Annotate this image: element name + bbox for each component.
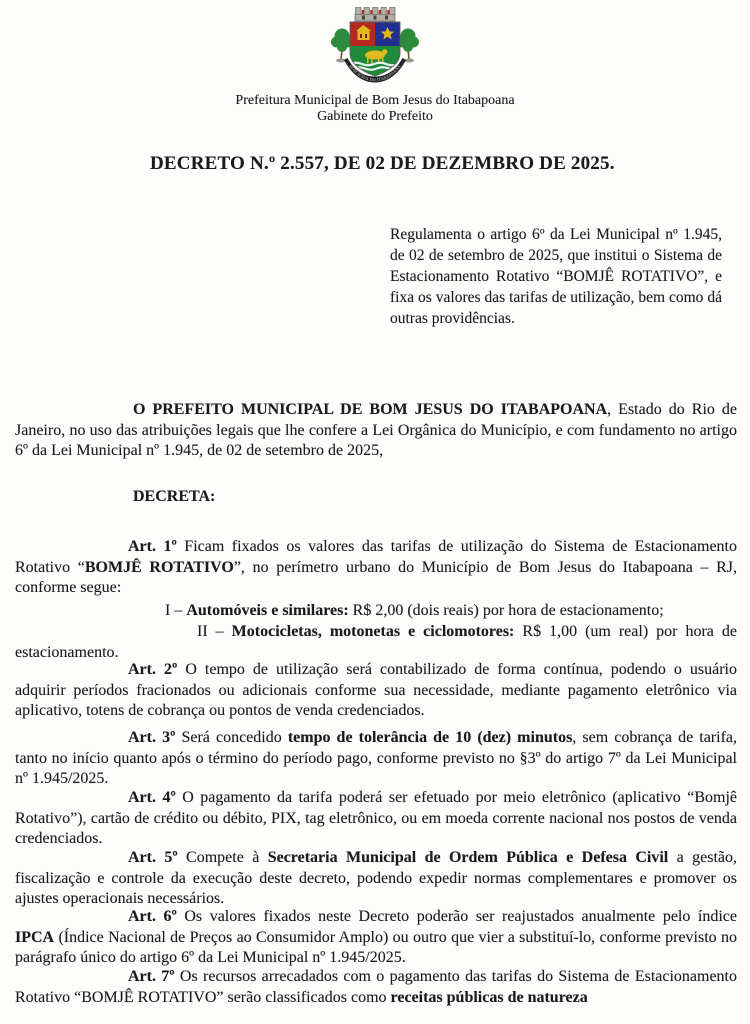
text-run: Art. 2º xyxy=(128,661,178,678)
text-run: Art. 5º xyxy=(128,849,178,866)
decree-summary xyxy=(390,224,722,329)
text-run: Art. 4º xyxy=(128,789,176,806)
text-run: Secretaria Municipal de Ordem Pública e Defesa Civil xyxy=(267,849,669,866)
text-run: II – xyxy=(197,623,232,640)
text-run: Art. 3º xyxy=(128,729,176,746)
preamble xyxy=(15,400,737,462)
article-3 xyxy=(15,728,737,790)
coat-banner-text: BOM JESUS DO ITABAPOANA xyxy=(348,63,402,83)
text-run: , sem cobrança de tarifa, tanto no início quanto após o término do período pago, conforme previsto no §3º do artigo 7º da Lei Municipal nº 1.945/2025. xyxy=(15,729,738,787)
item-i xyxy=(15,601,737,622)
text-run: R$ 2,00 (dois reais) por hora de estacionamento; xyxy=(348,602,664,619)
decreta-heading: DECRETA: xyxy=(133,488,216,505)
text-run: Art. 7º xyxy=(128,968,175,985)
office-name: Gabinete do Prefeito xyxy=(317,108,433,124)
text-run: Os valores fixados neste Decreto poderão ser reajustados anualmente pelo índice xyxy=(176,908,738,925)
text-run: O pagamento da tarifa poderá ser efetuado por meio eletrônico (aplicativo “Bomjê Rotativo”), cartão de crédito ou débito, PIX, tag eletrônico, ou em moeda corrente nacional nos postos de venda credenciados. xyxy=(15,789,738,847)
text-run: receitas públicas de natureza xyxy=(390,988,588,1006)
text-run: tempo de tolerância de 10 (dez) minutos xyxy=(287,729,573,746)
article-4 xyxy=(15,788,737,850)
text-run: ”, no perímetro urbano do Município de Bom Jesus do Itabapoana – RJ, conforme segue: xyxy=(15,558,737,596)
text-run: Regulamenta o artigo 6º da Lei Municipal nº 1.945, de 02 de setembro de 2025, que institui o Sistema de Estacionamento Rotativo “BOMJÊ ROTATIVO”, e fixa os valores das tarifas de utilização, bem como dá outras providências. xyxy=(390,226,722,327)
text-run: O tempo de utilização será contabilizado de forma contínua, podendo o usuário adquirir períodos fracionados ou adicionais conforme sua necessidade, mediante pagamento eletrônico via aplicativo, totens de cobrança ou pontos de venda credenciados. xyxy=(15,661,737,719)
org-name: Prefeitura Municipal de Bom Jesus do Itabapoana xyxy=(235,93,515,108)
text-run: O PREFEITO MUNICIPAL DE BOM JESUS DO ITABAPOANA xyxy=(133,401,608,418)
text-run: BOMJÊ ROTATIVO xyxy=(84,558,234,576)
text-run: (Índice Nacional de Preços ao Consumidor Amplo) ou outro que vier a substituí-lo, conforme previsto no parágrafo único do artigo 6º da Lei Municipal nº 1.945/2025. xyxy=(15,928,737,966)
text-run: Será concedido xyxy=(175,729,288,746)
article-7 xyxy=(15,967,737,1008)
letterhead xyxy=(0,93,750,124)
text-run: Compete à xyxy=(177,849,268,866)
text-run: Ficam fixados os valores das tarifas de utilização do Sistema de Estacionamento Rotativo “ xyxy=(15,538,737,576)
article-5 xyxy=(15,848,737,910)
decree-title: DECRETO N.º 2.557, DE 02 DE DEZEMBRO DE 2025. xyxy=(150,153,615,174)
municipal-coat-of-arms-icon xyxy=(320,5,430,93)
text-run: R$ 1,00 (um real) por hora de estacionamento. xyxy=(15,623,738,661)
text-run: , Estado do Rio de Janeiro, no uso das atribuições legais que lhe confere a Lei Orgânica do Município, e com fundamento no artigo 6º da Lei Municipal nº 1.945, de 02 de setembro de 2025, xyxy=(15,401,738,459)
text-run: a gestão, fiscalização e controle da execução deste decreto, podendo expedir normas complementares e promover os ajustes operacionais necessários. xyxy=(15,849,737,907)
article-1 xyxy=(15,537,737,599)
item-ii xyxy=(15,622,737,663)
text-run: I – xyxy=(165,602,187,619)
article-2 xyxy=(15,660,737,722)
text-run: Art. 6º xyxy=(128,908,177,925)
text-run: Os recursos arrecadados com o pagamento das tarifas do Sistema de Estacionamento Rotativo “BOMJÊ ROTATIVO” serão classificados como xyxy=(15,968,738,1006)
text-run: Automóveis e similares: xyxy=(186,602,349,619)
article-6 xyxy=(15,907,737,969)
text-run: Motocicletas, motonetas e ciclomotores: xyxy=(231,623,515,640)
text-run: Art. 1º xyxy=(128,538,177,555)
text-run: IPCA xyxy=(15,928,55,946)
